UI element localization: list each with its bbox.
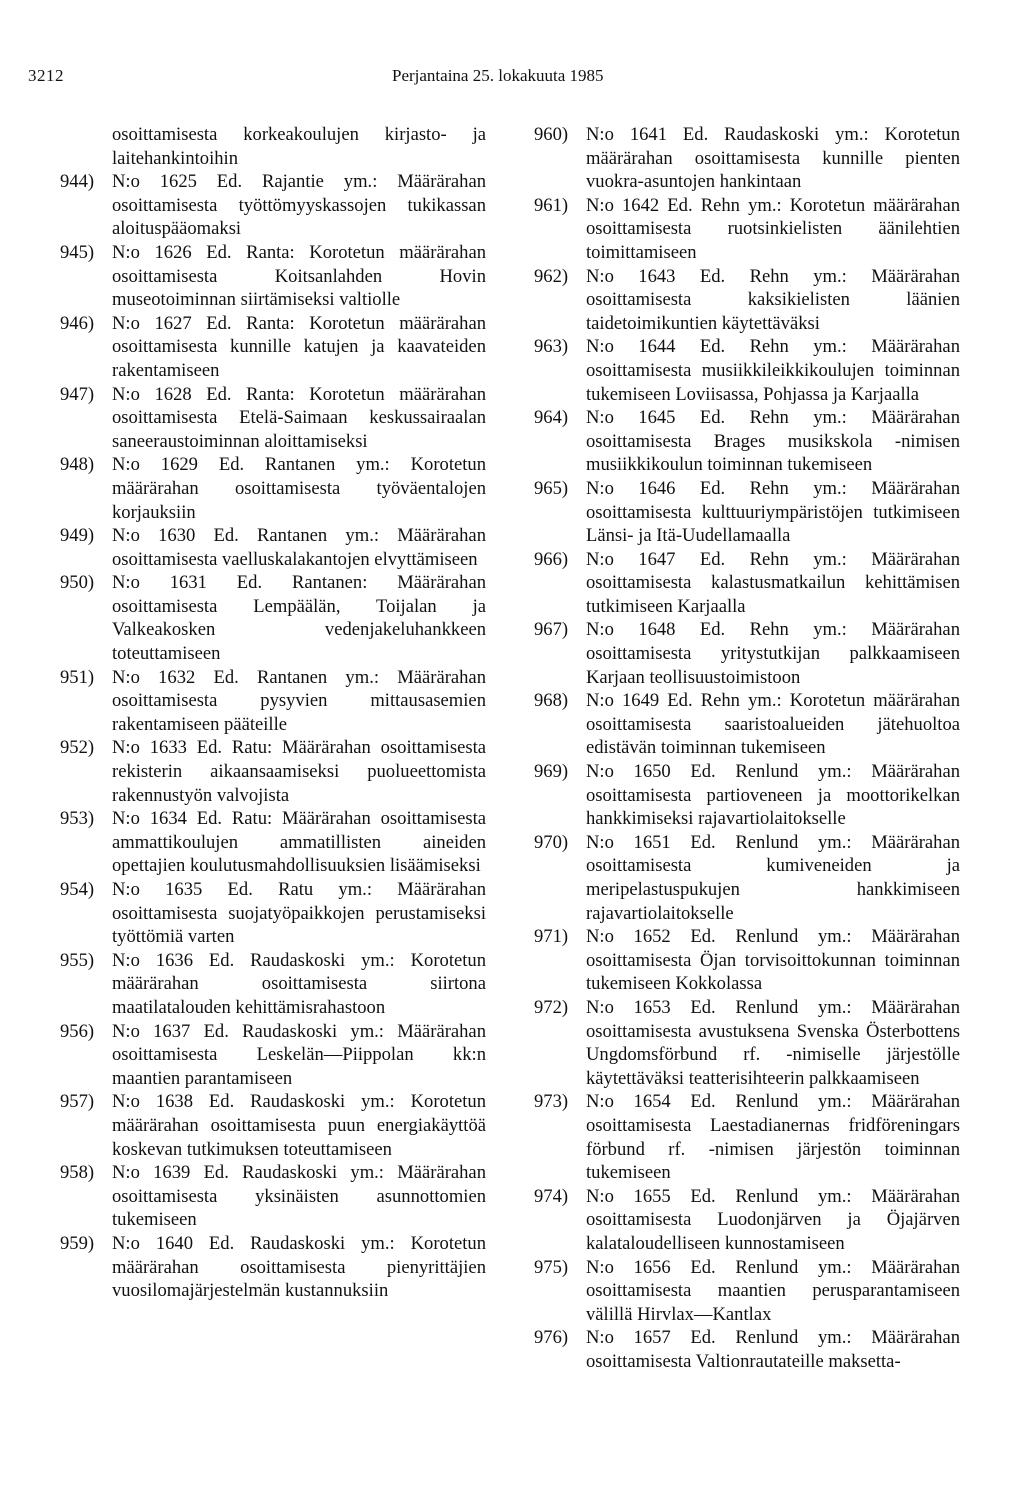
item-number: 945) — [60, 241, 95, 263]
item-number: 967) — [534, 619, 569, 641]
item-number: 975) — [534, 1256, 569, 1278]
item-number: 973) — [534, 1091, 569, 1113]
list-item — [534, 265, 960, 336]
list-item — [534, 548, 960, 619]
item-text: N:o 1647 Ed. Rehn ym.: Määrärahan osoittamisesta kalastusmatkailun kehittämisen tutkimiseen Karjaalla — [586, 548, 960, 617]
item-text: N:o 1635 Ed. Ratu ym.: Määrärahan osoittamisesta suojatyöpaikkojen perustamiseksi työttömiä varten — [112, 879, 486, 948]
item-text: N:o 1646 Ed. Rehn ym.: Määrärahan osoittamisesta kulttuuriympäristöjen tutkimiseen Länsi- ja Itä-Uudellamaalla — [586, 477, 960, 547]
item-number: 970) — [534, 831, 569, 853]
list-item — [534, 925, 960, 996]
list-item — [60, 1020, 486, 1091]
item-number: 952) — [60, 737, 95, 759]
item-text: N:o 1638 Ed. Raudaskoski ym.: Korotetun määrärahan osoittamisesta puun energiakäyttöä koskevan tutkimuksen toteuttamiseen — [112, 1091, 486, 1160]
item-text: N:o 1655 Ed. Renlund ym.: Määrärahan osoittamisesta Luodonjärven ja Öjajärven kalataloudelliseen kunnostamiseen — [586, 1185, 960, 1254]
item-number: 974) — [534, 1185, 569, 1207]
list-item — [60, 453, 486, 524]
item-text: N:o 1652 Ed. Renlund ym.: Määrärahan osoittamisesta Öjan torvisoittokunnan toiminnan tukemiseen Kokkolassa — [586, 926, 960, 995]
list-item — [60, 949, 486, 1020]
item-number: 949) — [60, 525, 95, 547]
item-text: N:o 1632 Ed. Rantanen ym.: Määrärahan osoittamisesta pysyvien mittausasemien rakentamiseen pääteille — [112, 666, 486, 735]
item-text: N:o 1656 Ed. Renlund ym.: Määrärahan osoittamisesta maantien perusparantamiseen välillä Hirvlax—Kantlax — [586, 1256, 960, 1325]
item-number: 965) — [534, 477, 569, 499]
item-text: N:o 1628 Ed. Ranta: Korotetun määrärahan osoittamisesta Etelä-Saimaan keskussairaalan saneeraustoiminnan aloittamiseksi — [112, 383, 486, 452]
list-item — [534, 1185, 960, 1256]
item-number: 961) — [534, 194, 569, 216]
left-column — [60, 123, 486, 1303]
list-item — [534, 618, 960, 689]
item-number: 946) — [60, 312, 95, 334]
item-number: 976) — [534, 1327, 569, 1349]
item-number: 951) — [60, 666, 95, 688]
item-text: N:o 1625 Ed. Rajantie ym.: Määrärahan osoittamisesta työttömyyskassojen tukikassan aloituspääomaksi — [112, 171, 486, 240]
item-number: 954) — [60, 879, 95, 900]
list-item — [60, 312, 486, 383]
item-text: N:o 1642 Ed. Rehn ym.: Korotetun määrärahan osoittamisesta ruotsinkielisten äänilehtien toimittamiseen — [586, 194, 960, 263]
list-item — [60, 807, 486, 878]
item-number: 966) — [534, 548, 569, 570]
list-item — [60, 524, 486, 571]
item-text: N:o 1641 Ed. Raudaskoski ym.: Korotetun määrärahan osoittamisesta kunnille pienten vuokra-asuntojen hankintaan — [586, 124, 960, 193]
item-text: N:o 1648 Ed. Rehn ym.: Määrärahan osoittamisesta yritystutkijan palkkaamiseen Karjaan teollisuustoimistoon — [586, 619, 960, 688]
item-number: 944) — [60, 171, 95, 193]
item-number: 964) — [534, 407, 569, 429]
item-text: N:o 1626 Ed. Ranta: Korotetun määrärahan osoittamisesta Koitsanlahden Hovin museotoiminnan siirtämiseksi valtiolle — [112, 241, 486, 311]
item-number: 957) — [60, 1091, 95, 1113]
item-text: N:o 1627 Ed. Ranta: Korotetun määrärahan osoittamisesta kunnille katujen ja kaavateiden rakentamiseen — [112, 312, 486, 381]
item-number: 972) — [534, 996, 569, 1018]
item-text: N:o 1633 Ed. Ratu: Määrärahan osoittamisesta rekisterin aikaansaamiseksi puolueettomista rakennustyön valvojista — [112, 737, 486, 806]
list-item — [60, 736, 486, 807]
item-number: 962) — [534, 265, 569, 287]
page-number: 3212 — [28, 66, 64, 85]
item-number: 969) — [534, 761, 569, 783]
item-text: N:o 1630 Ed. Rantanen ym.: Määrärahan osoittamisesta vaelluskalakantojen elvyttämiseen — [112, 525, 486, 570]
list-item — [534, 123, 960, 194]
list-item — [60, 1232, 486, 1303]
item-text: N:o 1643 Ed. Rehn ym.: Määrärahan osoittamisesta kaksikielisten läänien taidetoimikuntien käytettäväksi — [586, 265, 960, 334]
continued-entry — [60, 123, 486, 170]
item-number: 948) — [60, 454, 95, 476]
item-number: 956) — [60, 1020, 95, 1042]
item-number: 953) — [60, 808, 95, 830]
list-item — [534, 335, 960, 406]
list-item — [534, 194, 960, 265]
list-item — [60, 1161, 486, 1232]
item-text: N:o 1644 Ed. Rehn ym.: Määrärahan osoittamisesta musiikkileikkikoulujen toiminnan tukemiseen Loviisassa, Pohjassa ja Karjaalla — [586, 336, 960, 405]
list-item — [60, 383, 486, 454]
list-item — [534, 1256, 960, 1327]
list-item — [534, 477, 960, 548]
item-text: N:o 1657 Ed. Renlund ym.: Määrärahan osoittamisesta Valtionrautateille maksetta- — [586, 1327, 960, 1372]
list-item — [534, 406, 960, 477]
list-item — [60, 170, 486, 241]
item-text: N:o 1634 Ed. Ratu: Määrärahan osoittamisesta ammattikoulujen ammatillisten aineiden opettajien koulutusmahdollisuuksien lisäämiseksi — [112, 808, 486, 877]
item-number: 959) — [60, 1232, 95, 1254]
item-number: 963) — [534, 336, 569, 358]
list-item — [534, 689, 960, 760]
item-number: 950) — [60, 572, 95, 594]
list-item — [60, 878, 486, 949]
item-text: N:o 1637 Ed. Raudaskoski ym.: Määrärahan osoittamisesta Leskelän—Piippolan kk:n maantien parantamiseen — [112, 1020, 486, 1089]
list-item — [534, 1326, 960, 1373]
list-item — [534, 996, 960, 1090]
entry-text: osoittamisesta korkeakoulujen kirjasto- ja laitehankintoihin — [112, 124, 486, 169]
item-text: N:o 1654 Ed. Renlund ym.: Määrärahan osoittamisesta Laestadianernas fridföreningars förbund rf. -nimisen järjestön toiminnan tukemiseen — [586, 1091, 960, 1184]
item-text: N:o 1636 Ed. Raudaskoski ym.: Korotetun määrärahan osoittamisesta siirtona maatilatalouden kehittämisrahastoon — [112, 949, 486, 1018]
item-text: N:o 1629 Ed. Rantanen ym.: Korotetun määrärahan osoittamisesta työväentalojen korjauksiin — [112, 454, 486, 523]
right-column — [534, 123, 960, 1373]
running-header: Perjantaina 25. lokakuuta 1985 — [392, 66, 604, 85]
item-number: 955) — [60, 949, 95, 971]
list-item — [534, 1090, 960, 1184]
item-number: 947) — [60, 383, 95, 405]
item-text: N:o 1639 Ed. Raudaskoski ym.: Määrärahan osoittamisesta yksinäisten asunnottomien tukemiseen — [112, 1162, 486, 1231]
list-item — [534, 831, 960, 925]
list-item — [60, 241, 486, 312]
item-number: 960) — [534, 124, 569, 145]
item-text: N:o 1631 Ed. Rantanen: Määrärahan osoittamisesta Lempäälän, Toijalan ja Valkeakosken vedenjakeluhankkeen toteuttamiseen — [112, 572, 486, 665]
item-text: N:o 1653 Ed. Renlund ym.: Määrärahan osoittamisesta avustuksena Svenska Österbottens Ungdomsförbund rf. -nimiselle järjestölle käytettäväksi teatterisihteerin palkkaamiseen — [586, 996, 960, 1089]
list-item — [60, 666, 486, 737]
item-text: N:o 1640 Ed. Raudaskoski ym.: Korotetun määrärahan osoittamisesta pienyrittäjien vuosilomajärjestelmän kustannuksiin — [112, 1232, 486, 1302]
item-text: N:o 1645 Ed. Rehn ym.: Määrärahan osoittamisesta Brages musikskola -nimisen musiikkikoulun toiminnan tukemiseen — [586, 407, 960, 476]
item-text: N:o 1651 Ed. Renlund ym.: Määrärahan osoittamisesta kumiveneiden ja meripelastuspukujen hankkimiseen rajavartiolaitokselle — [586, 831, 960, 924]
list-item — [60, 1090, 486, 1161]
item-number: 968) — [534, 690, 569, 712]
list-item — [60, 571, 486, 665]
item-text: N:o 1649 Ed. Rehn ym.: Korotetun määrärahan osoittamisesta saaristoalueiden jätehuoltoa edistävän toiminnan tukemiseen — [586, 690, 960, 759]
item-number: 971) — [534, 926, 569, 948]
item-text: N:o 1650 Ed. Renlund ym.: Määrärahan osoittamisesta partioveneen ja moottorikelkan hankkimiseksi rajavartiolaitokselle — [586, 761, 960, 830]
item-number: 958) — [60, 1162, 95, 1184]
list-item — [534, 760, 960, 831]
